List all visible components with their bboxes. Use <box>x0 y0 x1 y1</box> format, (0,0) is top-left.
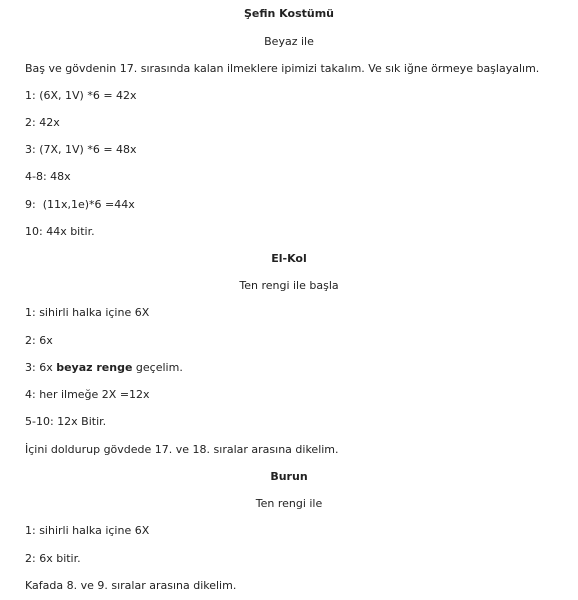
instruction-text: İçini doldurup gövdede 17. ve 18. sıralar arasına dikelim. <box>25 443 339 456</box>
pattern-row: 2: 6x bitir. <box>25 552 81 565</box>
pattern-row: 10: 44x bitir. <box>25 225 95 238</box>
pattern-row: 3: (7X, 1V) *6 = 48x <box>25 143 137 156</box>
section-subtitle-nose: Ten rengi ile <box>255 497 323 510</box>
pattern-row: 2: 6x <box>25 334 53 347</box>
pattern-row: 5-10: 12x Bitir. <box>25 415 107 428</box>
pattern-row-color-change <box>25 361 183 375</box>
pattern-row: 1: sihirli halka içine 6X <box>25 306 150 319</box>
pattern-row: 1: sihirli halka içine 6X <box>25 524 150 537</box>
row-text: 3: 6x <box>25 361 57 374</box>
emphasized-color: beyaz renge <box>56 361 133 374</box>
section-subtitle-chef-costume: Beyaz ile <box>264 35 314 48</box>
section-title-arm: El-Kol <box>271 252 307 265</box>
intro-paragraph: Baş ve gövdenin 17. sırasında kalan ilmeklere ipimizi takalım. Ve sık iğne örmeye başlayalım. <box>25 62 540 75</box>
section-title-chef-costume: Şefin Kostümü <box>243 7 334 20</box>
section-title-nose: Burun <box>270 470 308 483</box>
section-subtitle-arm: Ten rengi ile başla <box>239 279 339 292</box>
pattern-row: 2: 42x <box>25 116 60 129</box>
row-text: geçelim. <box>132 361 183 374</box>
pattern-row: 1: (6X, 1V) *6 = 42x <box>25 89 137 102</box>
pattern-row: 4: her ilmeğe 2X =12x <box>25 388 150 401</box>
pattern-row: 9: (11x,1e)*6 =44x <box>25 198 135 211</box>
pattern-row: 4-8: 48x <box>25 170 71 183</box>
instruction-text: Kafada 8. ve 9. sıralar arasına dikelim. <box>25 579 237 592</box>
